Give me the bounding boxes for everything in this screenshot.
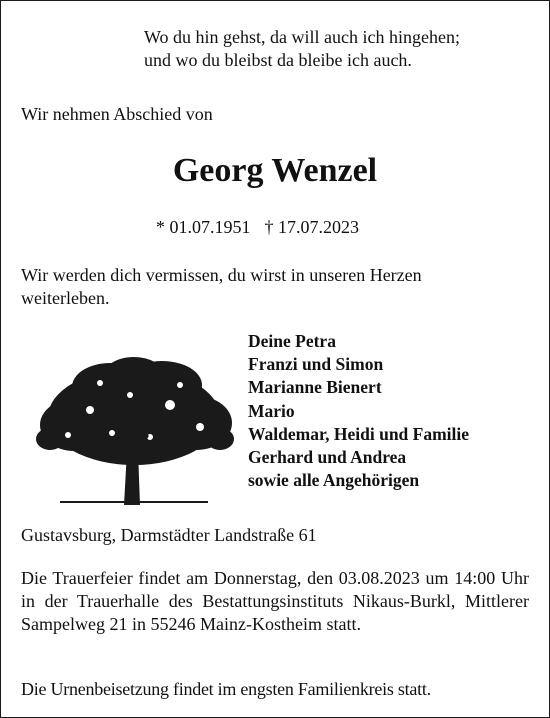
- deceased-name: Georg Wenzel: [172, 152, 378, 189]
- funeral-service-info: Die Trauerfeier findet am Donnerstag, den 03.08.2023 um 14:00 Uhr in der Trauerhalle des Bestattungsinstituts Nikaus-Burkl, Mittlerer Sampelweg 21 in 55246 Mainz-Kostheim statt.: [21, 568, 529, 634]
- mourner: Gerhard und Andrea: [248, 447, 407, 468]
- mourner: Marianne Bienert: [248, 377, 382, 398]
- verse-line-1: Wo du hin gehst, da will auch ich hingehen;: [144, 27, 460, 47]
- tree-icon: [30, 355, 238, 505]
- farewell-text: [21, 264, 422, 310]
- birth-date: * 01.07.1951: [156, 217, 251, 237]
- mourner: Mario: [248, 400, 295, 421]
- mourner: Waldemar, Heidi und Familie: [248, 423, 470, 444]
- death-date: † 17.07.2023: [264, 217, 359, 237]
- farewell-line-2: weiterleben.: [21, 288, 110, 308]
- mourners-list: [248, 330, 469, 492]
- mourner: sowie alle Angehörigen: [248, 470, 420, 491]
- bible-verse: [144, 26, 460, 72]
- mourner: Deine Petra: [248, 331, 336, 351]
- address: Gustavsburg, Darmstädter Landstraße 61: [21, 525, 317, 545]
- mourner: Franzi und Simon: [248, 354, 384, 375]
- life-dates: [156, 216, 359, 239]
- urn-burial-info: Die Urnenbeisetzung findet im engsten Familienkreis statt.: [21, 679, 431, 699]
- intro-text: Wir nehmen Abschied von: [21, 104, 213, 124]
- farewell-line-1: Wir werden dich vermissen, du wirst in unseren Herzen: [21, 265, 422, 285]
- verse-line-2: und wo du bleibst da bleibe ich auch.: [144, 50, 412, 70]
